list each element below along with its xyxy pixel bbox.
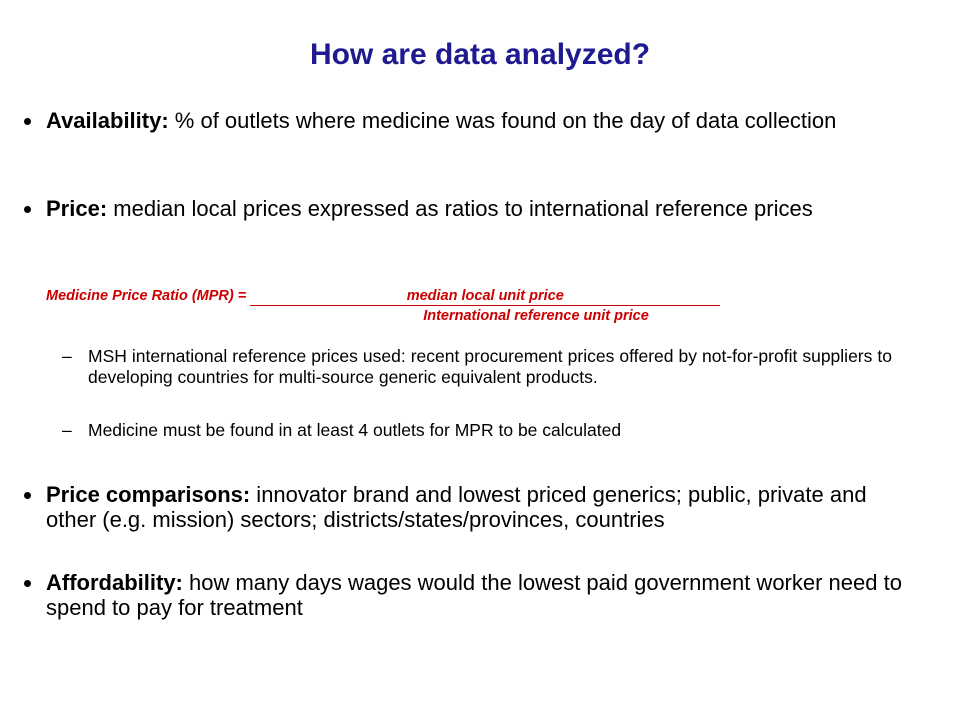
bullet-price-comparisons <box>20 482 920 532</box>
bullet-affordability <box>20 570 920 620</box>
bullet-label: Availability: <box>46 108 169 133</box>
bullet-text: innovator brand and lowest priced generics; public, private and other (e.g. mission) sectors; districts/states/provinces, countries <box>46 482 867 532</box>
formula-denominator: International reference unit price <box>423 308 649 324</box>
sub-bullet-text: Medicine must be found in at least 4 outlets for MPR to be calculated <box>88 420 622 440</box>
sub-bullet-text: MSH international reference prices used: recent procurement prices offered by not-for-profit suppliers to developing countries for multi-source generic equivalent products. <box>88 346 892 387</box>
sub-bullet-outlets <box>62 420 892 441</box>
bullet-availability <box>20 108 920 133</box>
bullet-text: % of outlets where medicine was found on the day of data collection <box>168 108 837 133</box>
bullet-dot-icon <box>24 492 31 499</box>
slide-title: How are data analyzed? <box>309 38 651 71</box>
bullet-dot-icon <box>24 580 31 587</box>
formula-numerator: median local unit price <box>250 288 720 306</box>
bullet-dot-icon <box>24 206 31 213</box>
mpr-formula <box>46 286 926 324</box>
dash-marker: – <box>62 346 72 366</box>
bullet-text: median local prices expressed as ratios to international reference prices <box>107 196 813 221</box>
bullet-price <box>20 196 920 221</box>
formula-label: Medicine Price Ratio (MPR) = <box>46 288 247 304</box>
sub-bullet-msh <box>62 346 892 388</box>
bullet-label: Affordability: <box>46 570 183 595</box>
dash-marker: – <box>62 420 72 440</box>
bullet-text: how many days wages would the lowest paid government worker need to spend to pay for treatment <box>46 570 902 620</box>
bullet-label: Price: <box>46 196 108 221</box>
bullet-dot-icon <box>24 118 31 125</box>
bullet-label: Price comparisons: <box>46 482 251 507</box>
